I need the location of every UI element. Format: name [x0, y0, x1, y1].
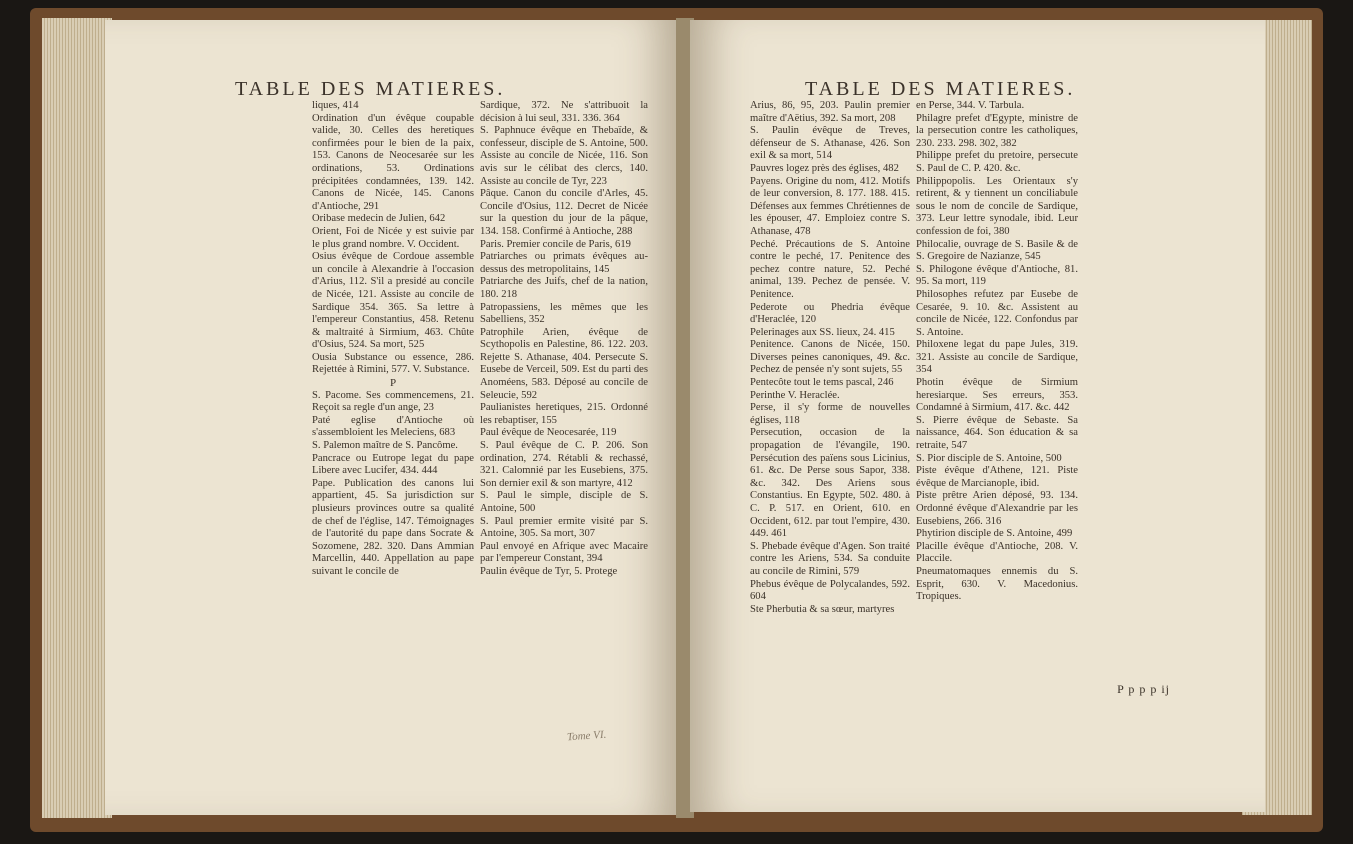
entry: Paulin évêque de Tyr, 5. Protege: [480, 565, 618, 577]
entry: Phytirion disciple de S. Antoine, 499: [916, 528, 1073, 540]
entry: Pâque. Canon du concile d'Arles, 45. Concile d'Osius, 112. Decret de Nicée sur la question du jour de la pâque, 134. 158. Confirmé à Antioche, 288: [480, 188, 648, 237]
entry: liques, 414: [312, 100, 359, 111]
page-edges-left: [42, 18, 112, 818]
entry: Ste Pherbutia & sa sœur, martyres: [750, 603, 895, 615]
entry: Pancrace ou Eutrope legat du pape Libere avec Lucifer, 434. 444: [312, 452, 474, 477]
signature-mark: P p p p ij: [1117, 682, 1170, 696]
entry: S. Paul le simple, disciple de S. Antoine, 500: [480, 490, 648, 514]
heading-table-des: TABLE DES: [235, 78, 368, 100]
entry: Arius, 86, 95, 203. Paulin premier maître d'Aëtius, 392. Sa mort, 208: [750, 100, 910, 124]
entry: Paris. Premier concile de Paris, 619: [480, 238, 631, 250]
entry: Patriarches ou primats évêques au-dessus des metropolitains, 145: [480, 251, 648, 275]
heading-table-des: TABLE DES: [805, 78, 938, 100]
left-page: [105, 20, 678, 815]
entry: Persecution, occasion de la propagation de l'évangile, 190. Persécution des païens sous Licinius, 61. &c. De Perse sous Sapor, 338. &c. 342. Des Ariens sous Constantius. En Egypte, 502. 480. à C. P. 517. en Orient, 610. en Occident, 612. par tout l'empire, 430. 449. 461: [750, 427, 910, 540]
entry: Philoxene legat du pape Jules, 319. 321. Assiste au concile de Sardique, 354: [916, 339, 1078, 376]
entry: Pederote ou Phedria évêque d'Heraclée, 120: [750, 301, 910, 326]
right-column-1: [750, 100, 910, 616]
entry: Piste prêtre Arien déposé, 93. 134. Ordonné évêque d'Alexandrie par les Eusebiens, 266. 316: [916, 490, 1078, 527]
entry: Patrophile Arien, évêque de Scythopolis en Palestine, 86. 122. 203. Rejette S. Athanase, 404. Persecute S. Eusebe de Verceil, 509. Est du parti des Anoméens, 583. Déposé au concile de Seleucie, 592: [480, 326, 648, 401]
entry: S. Philogone évêque d'Antioche, 81. 95. Sa mort, 119: [916, 263, 1078, 288]
entry: Phebus évêque de Polycalandes, 592. 604: [750, 578, 910, 603]
entry: Paté eglise d'Antioche où s'assembloient les Meleciens, 683: [312, 414, 474, 439]
entry: S. Pior disciple de S. Antoine, 500: [916, 452, 1062, 464]
entry: Philocalie, ouvrage de S. Basile & de S. Gregoire de Nazianze, 545: [916, 238, 1078, 263]
entry: S. Palemon maître de S. Pancôme.: [312, 440, 458, 452]
entry: Oribase medecin de Julien, 642: [312, 213, 446, 225]
entry: Penitence. Canons de Nicée, 150. Diverses peines canoniques, 49. &c. Pechez de pensée n'y sont sujets, 55: [750, 339, 910, 376]
entry: Piste évêque d'Athene, 121. Piste évêque de Marcianople, ibid.: [916, 465, 1078, 489]
entry: Paul évêque de Neocesarée, 119: [480, 427, 617, 439]
entry: S. Pierre évêque de Sebaste. Sa naissance, 464. Son éducation & sa retraite, 547: [916, 414, 1078, 452]
entry: Paul envoyé en Afrique avec Macaire par l'empereur Constant, 394: [480, 540, 648, 565]
entry: Sardique, 372. Ne s'attribuoit la décision à lui seul, 331. 336. 364: [480, 100, 648, 124]
left-column-1: [312, 100, 474, 579]
entry: S. Paulin évêque de Treves, défenseur de S. Athanase, 426. Son exil & sa mort, 514: [750, 125, 910, 162]
entry: Philippopolis. Les Orientaux s'y retirent, & y tiennent un conciliabule sous le nom de concile de Sardique, 373. Leur lettre synodale, ibid. Leur confession de foi, 380: [916, 175, 1078, 237]
entry: Ousia Substance ou essence, 286. Rejettée à Rimini, 577. V. Substance.: [312, 351, 474, 376]
entry: Ordination d'un évêque coupable valide, 30. Celles des heretiques confirmées pour le bien de la paix, 153. Canons de Neocesarée sur les ordinations, 53. Ordinations précipitées condamnées, 139. 142. Canons de Nicée, 145. Canons d'Antioche, 291: [312, 112, 474, 212]
entry: Pelerinages aux SS. lieux, 24. 415: [750, 326, 895, 338]
heading-matieres: MATIERES.: [945, 78, 1076, 100]
entry: Pneumatomaques ennemis du S. Esprit, 630. V. Macedonius. Tropiques.: [916, 565, 1078, 603]
entry: Perse, il s'y forme de nouvelles églises, 118: [750, 402, 910, 426]
entry: S. Pacome. Ses commencemens, 21. Reçoit sa regle d'un ange, 23: [312, 389, 474, 414]
entry: S. Paul évêque de C. P. 206. Son ordination, 274. Rétabli & rechassé, 321. Calomnié par les Eusebiens, 375. Son dernier exil & son martyre, 412: [480, 440, 648, 489]
handwritten-annotation: Tome VI.: [566, 728, 607, 744]
entry: Philagre prefet d'Egypte, ministre de la persecution contre les catholiques, 230. 233. 298. 302, 382: [916, 112, 1078, 149]
entry: Peché. Précautions de S. Antoine contre le peché, 17. Penitence des pechez contre nature, 52. Peché animal, 139. Pechez de pensée. V. Penitence.: [750, 238, 910, 300]
left-column-2: [480, 100, 648, 579]
right-column-2: [916, 100, 1078, 604]
entry: Pentecôte tout le tems pascal, 246: [750, 377, 894, 389]
entry: Placille évêque d'Antioche, 208. V. Placcile.: [916, 540, 1078, 565]
entry: S. Paphnuce évêque en Thebaïde, & confesseur, disciple de S. Antoine, 500. Assiste au concile de Nicée, 116. Son avis sur le célibat des clercs, 140. Assiste au concile de Tyr, 223: [480, 125, 648, 187]
entry: Perinthe V. Heraclée.: [750, 389, 840, 401]
entry: Paulianistes heretiques, 215. Ordonné les rebaptiser, 155: [480, 402, 648, 426]
entry: Patropassiens, les mêmes que les Sabelliens, 352: [480, 301, 648, 326]
entry: Payens. Origine du nom, 412. Motifs de leur conversion, 8. 177. 188. 415. Défenses aux femmes Chrétiennes de les épouser, 47. Emploiez contre S. Athanase, 478: [750, 175, 910, 237]
entry: Philippe prefet du pretoire, persecute S. Paul de C. P. 420. &c.: [916, 150, 1078, 174]
section-letter-p: P: [389, 377, 397, 390]
entry: Pape. Publication des canons lui appartient, 45. Sa jurisdiction sur plusieurs provinces outre sa qualité de chef de l'église, 147. Témoignages de l'autorité du pape dans Socrate & Sozomene, 282. 320. Dans Ammian Marcellin, 440. Appellation au pape suivant le concile de: [312, 477, 474, 577]
entry: Orient, Foi de Nicée y est suivie par le plus grand nombre. V. Occident.: [312, 225, 474, 250]
entry: S. Paul premier ermite visité par S. Antoine, 305. Sa mort, 307: [480, 515, 648, 540]
entry: Patriarche des Juifs, chef de la nation, 180. 218: [480, 276, 648, 300]
right-page: [690, 20, 1265, 812]
entry: Philosophes refutez par Eusebe de Cesarée, 9. 10. &c. Assistent au concile de Nicée, 122. Confondus par S. Antoine.: [916, 288, 1078, 338]
entry: Photin évêque de Sirmium heresiarque. Ses erreurs, 353. Condamné à Sirmium, 417. &c. 442: [916, 377, 1078, 414]
heading-matieres: MATIERES.: [375, 78, 506, 100]
entry: Pauvres logez près des églises, 482: [750, 162, 899, 174]
entry: en Perse, 344. V. Tarbula.: [916, 100, 1025, 111]
entry: Osius évêque de Cordoue assemble un concile à Alexandrie à l'occasion d'Arius, 112. S'il a presidé au concile de Nicée, 121. Assiste au concile de Sardique 354. 365. Sa lettre à l'empereur Constantius, 458. Retenu & maltraité à Sirmium, 463. Chûte d'Osius, 524. Sa mort, 525: [312, 251, 474, 351]
entry: S. Phebade évêque d'Agen. Son traité contre les Ariens, 534. Sa conduite au concile de Rimini, 579: [750, 540, 910, 577]
left-heading: [235, 78, 505, 101]
right-heading: [805, 78, 1075, 101]
